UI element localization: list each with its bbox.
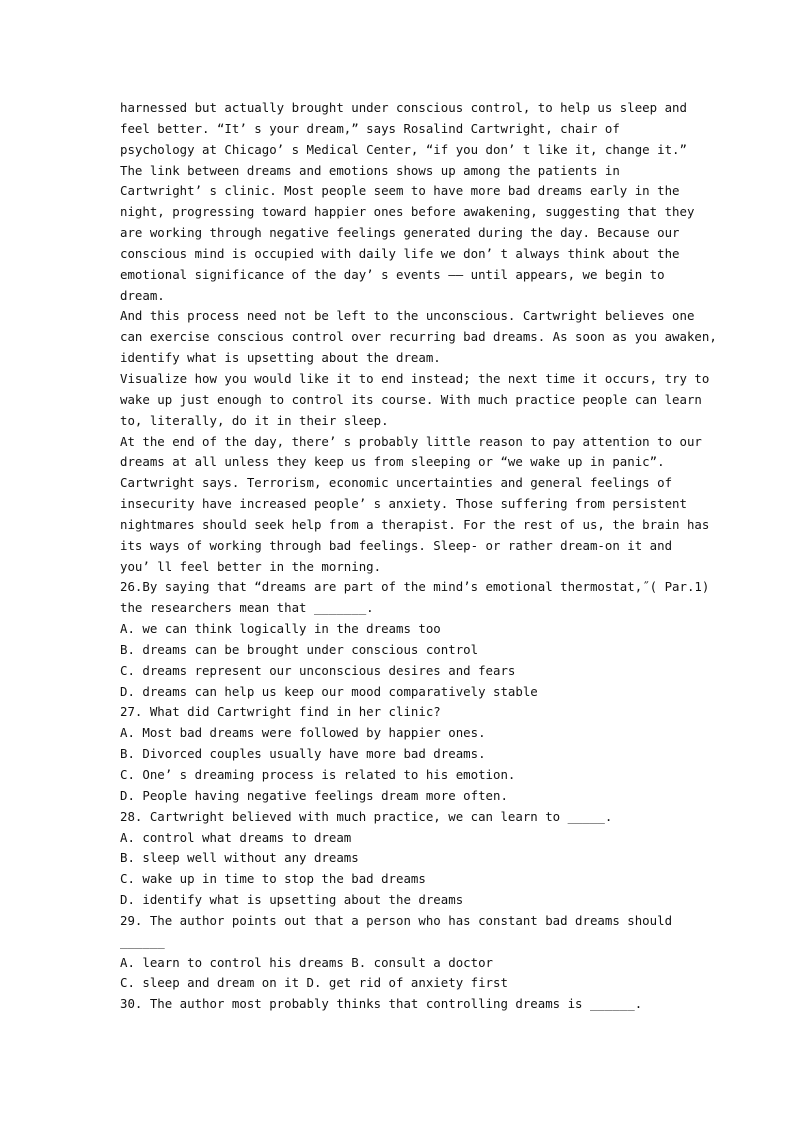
text-line: dream. xyxy=(120,287,165,303)
text-line: to, literally, do it in their sleep. xyxy=(120,412,389,428)
text-line: conscious mind is occupied with daily life we don’ t always think about the xyxy=(120,245,680,261)
text-line: At the end of the day, there’ s probably little reason to pay attention to our xyxy=(120,433,702,449)
answer-option: B. Divorced couples usually have more bad dreams. xyxy=(120,746,486,762)
text-line: harnessed but actually brought under conscious control, to help us sleep and xyxy=(120,100,687,115)
question-stem: the researchers mean that _______. xyxy=(120,600,374,616)
answer-option: C. wake up in time to stop the bad dreams xyxy=(120,871,426,887)
text-line: its ways of working through bad feelings. Sleep- or rather dream-on it and xyxy=(120,537,673,553)
question-stem: 30. The author most probably thinks that controlling dreams is ______. xyxy=(120,996,643,1012)
text-line: nightmares should seek help from a therapist. For the rest of us, the brain has xyxy=(120,516,710,532)
answer-option: D. identify what is upsetting about the dreams xyxy=(120,892,464,908)
text-line: Cartwright’ s clinic. Most people seem to have more bad dreams early in the xyxy=(120,183,680,199)
text-line: identify what is upsetting about the dream. xyxy=(120,350,441,366)
answer-option: D. People having negative feelings dream more often. xyxy=(120,787,508,803)
text-line: you’ ll feel better in the morning. xyxy=(120,558,382,574)
text-line: Visualize how you would like it to end instead; the next time it occurs, try to xyxy=(120,370,710,386)
text-line: And this process need not be left to the unconscious. Cartwright believes one xyxy=(120,308,695,324)
text-line: dreams at all unless they keep us from sleeping or “we wake up in panic”. xyxy=(120,454,665,470)
answer-option: A. control what dreams to dream xyxy=(120,829,352,845)
answer-option: B. sleep well without any dreams xyxy=(120,850,359,866)
answer-option: A. Most bad dreams were followed by happier ones. xyxy=(120,725,486,741)
answer-option: C. One’ s dreaming process is related to his emotion. xyxy=(120,767,516,782)
question-stem: 27. What did Cartwright find in her clinic? xyxy=(120,704,441,720)
answer-blank: ______ xyxy=(120,933,165,949)
text-line: The link between dreams and emotions shows up among the patients in xyxy=(120,162,620,178)
question-stem: 28. Cartwright believed with much practice, we can learn to _____. xyxy=(120,808,613,824)
text-line: psychology at Chicago’ s Medical Center, “if you don’ t like it, change it.” xyxy=(120,141,687,157)
answer-option: D. dreams can help us keep our mood comparatively stable xyxy=(120,683,538,699)
question-stem: 29. The author points out that a person who has constant bad dreams should xyxy=(120,912,673,928)
question-stem: 26.By saying that “dreams are part of the mind’s emotional thermostat,˝( Par.1) xyxy=(120,579,710,595)
answer-option: C. dreams represent our unconscious desires and fears xyxy=(120,662,516,678)
text-line: insecurity have increased people’ s anxiety. Those suffering from persistent xyxy=(120,496,687,512)
text-line: feel better. “It’ s your dream,” says Rosalind Cartwright, chair of xyxy=(120,120,620,136)
text-line: wake up just enough to control its course. With much practice people can learn xyxy=(120,391,702,407)
answer-option: A. learn to control his dreams B. consult a doctor xyxy=(120,954,493,970)
answer-option: C. sleep and dream on it D. get rid of anxiety first xyxy=(120,975,508,991)
answer-option: A. we can think logically in the dreams too xyxy=(120,621,441,637)
text-line: emotional significance of the day’ s events —— until appears, we begin to xyxy=(120,266,665,282)
text-line: Cartwright says. Terrorism, economic uncertainties and general feelings of xyxy=(120,475,673,491)
document-page xyxy=(120,98,717,1015)
text-line: can exercise conscious control over recurring bad dreams. As soon as you awaken, xyxy=(120,329,717,345)
text-line: are working through negative feelings generated during the day. Because our xyxy=(120,225,680,241)
text-line: night, progressing toward happier ones before awakening, suggesting that they xyxy=(120,204,695,220)
answer-option: B. dreams can be brought under conscious control xyxy=(120,641,479,657)
